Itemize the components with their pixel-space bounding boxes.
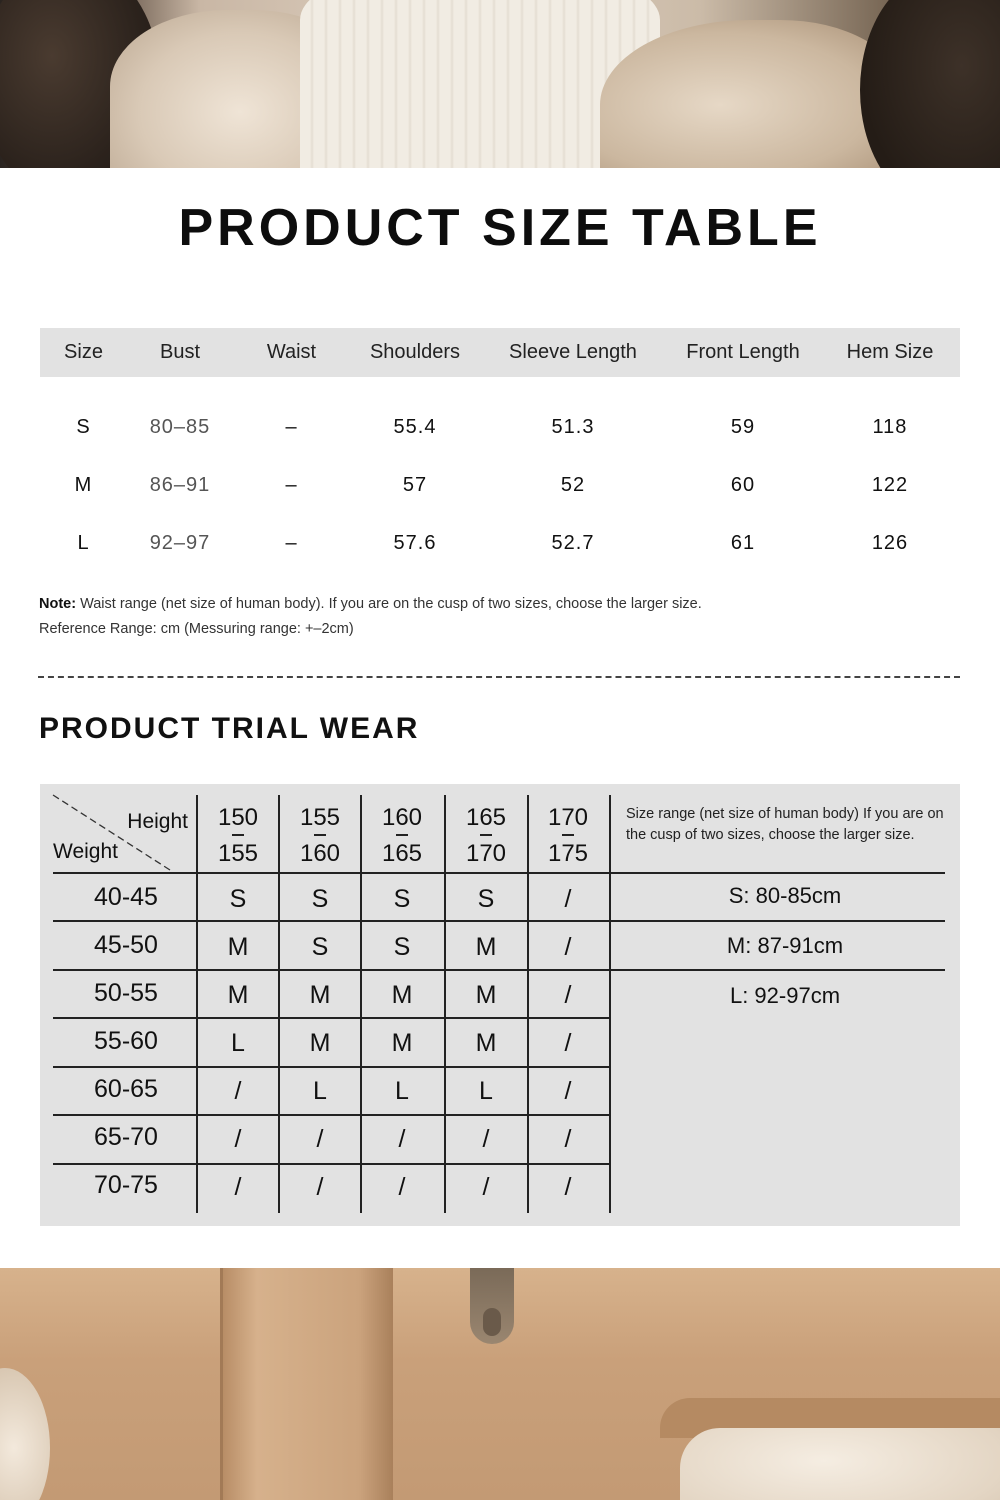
cell-hem-size: 122 (871, 473, 909, 496)
note-line (39, 592, 702, 617)
height-top: 150 (217, 804, 259, 831)
height-top: 170 (547, 804, 589, 831)
grid-hline (53, 872, 945, 874)
size-cell: L (395, 1077, 409, 1105)
corner-weight-label: Weight (53, 840, 118, 863)
cell-hem-size: 126 (871, 531, 909, 554)
grid-hline (53, 1163, 610, 1165)
weight-label: 40-45 (94, 883, 158, 911)
size-cell: S (311, 885, 329, 913)
range-m: M: 87-91cm (726, 933, 844, 958)
height-separator (232, 834, 244, 836)
size-cell: M (309, 1029, 331, 1057)
range-l: L: 92-97cm (729, 983, 841, 1008)
header-waist: Waist (266, 341, 317, 363)
height-separator (562, 834, 574, 836)
weight-label: 65-70 (94, 1123, 158, 1151)
cell-hem-size: 118 (872, 415, 908, 438)
product-photo-top (0, 0, 1000, 168)
height-separator (396, 834, 408, 836)
size-cell: / (482, 1173, 490, 1201)
size-cell: / (398, 1125, 406, 1153)
weight-label: 60-65 (94, 1075, 158, 1103)
size-cell: / (316, 1173, 324, 1201)
photo-toggle-hole (483, 1308, 501, 1336)
cell-waist: – (285, 473, 298, 496)
height-bottom: 155 (217, 839, 259, 867)
weight-label: 45-50 (94, 931, 158, 959)
cell-front-length: 61 (730, 531, 756, 554)
cell-front-length: 60 (730, 473, 756, 496)
section-divider (38, 676, 960, 678)
height-separator (314, 834, 326, 836)
corner-height-label: Height (127, 810, 188, 833)
photo-placket (220, 1268, 393, 1500)
size-table (40, 328, 960, 572)
note-reference: Reference Range: cm (Messuring range: +–2cm) (39, 621, 354, 637)
trial-section-title: PRODUCT TRIAL WEAR (39, 712, 420, 745)
size-cell: / (564, 1125, 572, 1153)
table-row (40, 456, 960, 514)
header-size: Size (64, 341, 103, 363)
header-front-length: Front Length (686, 341, 800, 363)
cell-waist: – (285, 415, 298, 438)
header-hem-size: Hem Size (846, 341, 934, 363)
range-s: S: 80-85cm (728, 883, 842, 908)
cell-sleeve-length: 52 (560, 473, 586, 496)
size-cell: M (391, 1029, 413, 1057)
note-label: Note: (39, 596, 77, 612)
header-sleeve-length: Sleeve Length (509, 341, 637, 363)
size-cell: / (234, 1173, 242, 1201)
size-cell: S (311, 933, 329, 961)
size-cell: M (475, 981, 497, 1009)
height-header (279, 800, 361, 872)
height-bottom: 170 (465, 839, 507, 867)
size-cell: S (229, 885, 247, 913)
size-cell: / (564, 1173, 572, 1201)
cell-waist: – (285, 531, 298, 554)
size-cell: / (234, 1077, 242, 1105)
size-cell: S (393, 885, 411, 913)
weight-label: 50-55 (94, 979, 158, 1007)
size-cell: M (309, 981, 331, 1009)
cell-front-length: 59 (730, 415, 756, 438)
cell-bust: 80–85 (149, 415, 211, 438)
height-header (361, 800, 443, 872)
grid-hline (53, 969, 945, 971)
header-shoulders: Shoulders (369, 341, 461, 363)
note-text: Waist range (net size of human body). If you are on the cusp of two sizes, choose the larger size. (76, 596, 702, 612)
size-cell: M (227, 933, 249, 961)
cell-shoulders: 57 (402, 473, 428, 496)
weight-label: 70-75 (94, 1171, 158, 1199)
size-cell: / (564, 933, 572, 961)
size-cell: / (564, 885, 572, 913)
product-photo-bottom (0, 1268, 1000, 1500)
height-top: 160 (381, 804, 423, 831)
size-cell: / (316, 1125, 324, 1153)
weight-label: 55-60 (94, 1027, 158, 1055)
grid-hline (53, 1114, 610, 1116)
height-top: 165 (465, 804, 507, 831)
photo-fleece-left (0, 1368, 50, 1500)
cell-bust: 86–91 (149, 473, 211, 496)
cell-shoulders: 55.4 (393, 415, 437, 438)
size-cell: L (231, 1029, 245, 1057)
table-row (40, 514, 960, 572)
size-cell: M (475, 933, 497, 961)
height-top: 155 (299, 804, 341, 831)
table-row (40, 398, 960, 456)
cell-size: L (77, 531, 90, 554)
size-cell: M (391, 981, 413, 1009)
size-table-header (40, 328, 960, 377)
size-table-body (40, 398, 960, 572)
height-header (445, 800, 527, 872)
trial-wear-table (40, 784, 960, 1226)
size-cell: / (398, 1173, 406, 1201)
size-cell: / (234, 1125, 242, 1153)
size-cell: L (479, 1077, 493, 1105)
size-cell: / (564, 1077, 572, 1105)
size-cell: / (482, 1125, 490, 1153)
height-header (197, 800, 279, 872)
height-separator (480, 834, 492, 836)
cell-size: M (74, 473, 93, 496)
grid-hline (53, 920, 945, 922)
height-header (527, 800, 609, 872)
cell-shoulders: 57.6 (393, 531, 437, 554)
size-cell: S (477, 885, 495, 913)
height-bottom: 160 (299, 839, 341, 867)
cell-sleeve-length: 51.3 (551, 415, 595, 438)
size-range-note: Size range (net size of human body) If you are on the cusp of two sizes, choose the larger size. (626, 806, 944, 843)
size-note (39, 592, 702, 642)
grid-hline (53, 1017, 610, 1019)
cell-size: S (76, 415, 91, 438)
size-cell: / (564, 1029, 572, 1057)
height-bottom: 175 (547, 839, 589, 867)
height-bottom: 165 (381, 839, 423, 867)
size-cell: S (393, 933, 411, 961)
grid-hline (53, 1066, 610, 1068)
photo-pocket-fleece (680, 1428, 1000, 1500)
size-cell: M (475, 1029, 497, 1057)
cell-sleeve-length: 52.7 (551, 531, 595, 554)
photo-hair-right (860, 0, 1000, 168)
size-cell: L (313, 1077, 327, 1105)
cell-bust: 92–97 (149, 531, 211, 554)
size-cell: / (564, 981, 572, 1009)
page-title: PRODUCT SIZE TABLE (178, 199, 822, 257)
header-bust: Bust (159, 341, 201, 363)
size-cell: M (227, 981, 249, 1009)
